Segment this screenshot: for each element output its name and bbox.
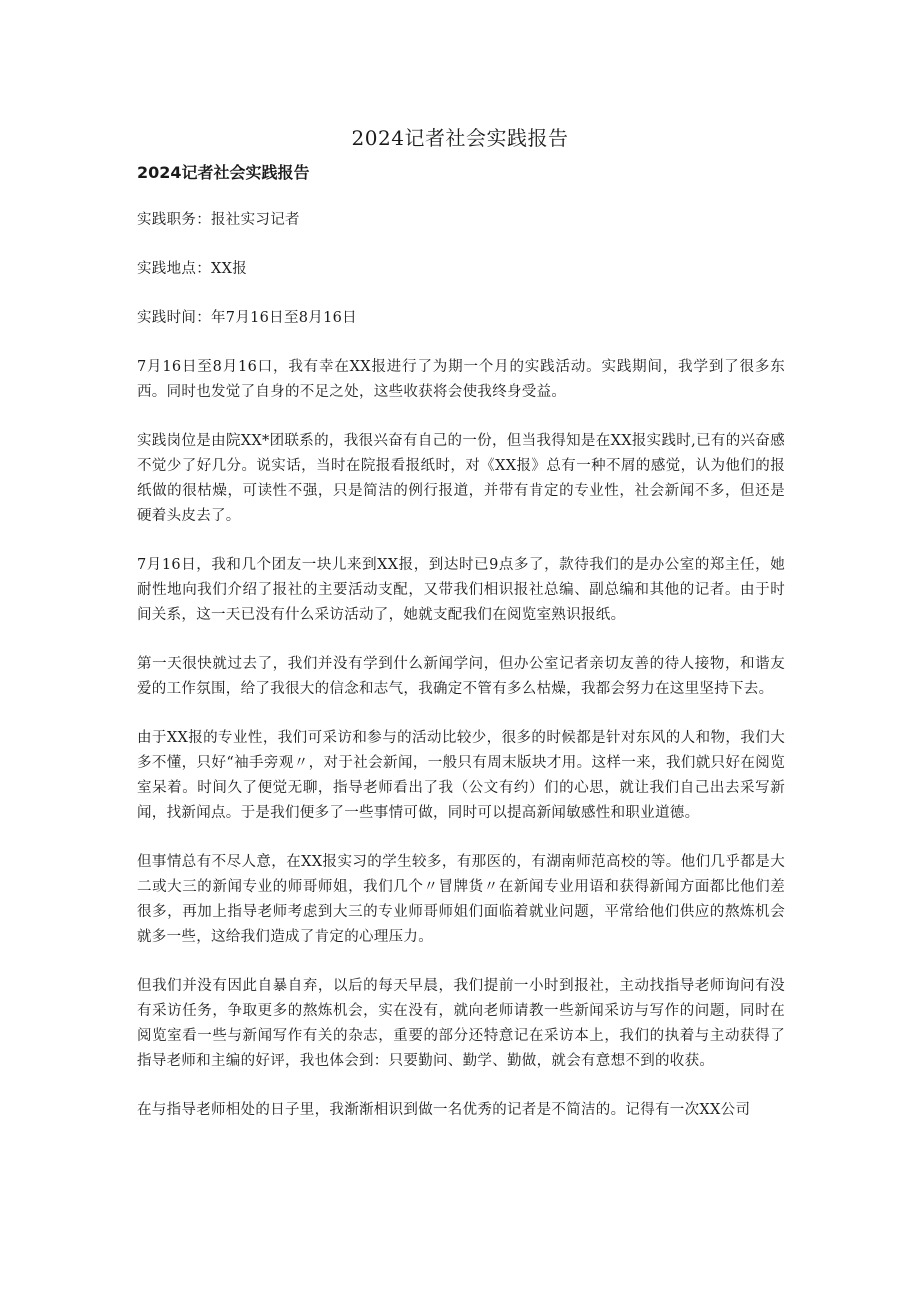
document-body [137,208,785,1147]
paragraph: 7月16日，我和几个团友一块儿来到XX报，到达时已9点多了，款待我们的是办公室的郑主任，她耐性地向我们介绍了报社的主要活动支配，又带我们相识报社总编、副总编和其他的记者。由于时间关系，这一天已没有什么采访活动了，她就支配我们在阅览室熟识报纸。 [137,557,785,623]
meta-period: 实践时间：年7月16日至8月16日 [137,310,357,326]
paragraph: 7月16日至8月16口，我有幸在XX报进行了为期一个月的实践活动。实践期间，我学到了很多东西。同时也发觉了自身的不足之处，这些收获将会使我终身受益。 [137,359,785,400]
paragraph: 第一天很快就过去了，我们并没有学到什么新闻学问，但办公室记者亲切友善的待人接物，和谐友爱的工作氛围，给了我很大的信念和志气，我确定不管有多么枯燥，我都会努力在这里坚持下去。 [137,656,785,697]
paragraph: 在与指导老师相处的日子里，我渐渐相识到做一名优秀的记者是不简洁的。记得有一次XX公司 [137,1102,751,1118]
paragraph: 实践岗位是由院XX*团联系的，我很兴奋有自己的一份，但当我得知是在XX报实践时,已有的兴奋感不觉少了好几分。说实话，当时在院报看报纸时，对《XX报》总有一种不屑的感觉，认为他们的报纸做的很枯燥，可读性不强，只是简洁的例行报道，并带有肯定的专业性，社会新闻不多，但还是硬着头皮去了。 [137,433,785,524]
meta-position: 实践职务：报社实习记者 [137,212,300,228]
paragraph: 但我们并没有因此自暴自弃，以后的每天早晨，我们提前一小时到报社，主动找指导老师询问有没有采访任务，争取更多的熬炼机会，实在没有，就向老师请教一些新闻采访与写作的问题，同时在阅览室看一些与新闻写作有关的杂志，重要的部分还特意记在采访本上，我们的执着与主动获得了指导老师和主编的好评，我也体会到：只要勤问、勤学、勤做，就会有意想不到的收获。 [137,978,785,1069]
document-subtitle: 2024记者社会实践报告 [137,163,310,182]
document-title: 2024记者社会实践报告 [351,126,569,150]
paragraph: 由于XX报的专业性，我们可采访和参与的活动比较少，很多的时候都是针对东风的人和物，我们大多不懂，只好“袖手旁观〃，对于社会新闻，一般只有周末版块才用。这样一来，我们就只好在阅览室呆着。时间久了便觉无聊，指导老师看出了我（公文有约）们的心思，就让我们自己出去采写新闻，找新闻点。于是我们便多了一些事情可做，同时可以提高新闻敏感性和职业道德。 [137,730,785,821]
meta-location: 实践地点：XX报 [137,261,248,277]
paragraph: 但事情总有不尽人意，在XX报实习的学生较多，有那医的，有湖南师范高校的等。他们几乎都是大二或大三的新闻专业的师哥师姐，我们几个〃冒牌货〃在新闻专业用语和获得新闻方面都比他们差很多，再加上指导老师考虑到大三的专业师哥师姐们面临着就业问题，平常给他们供应的熬炼机会就多一些，这给我们造成了肯定的心理压力。 [137,854,785,945]
